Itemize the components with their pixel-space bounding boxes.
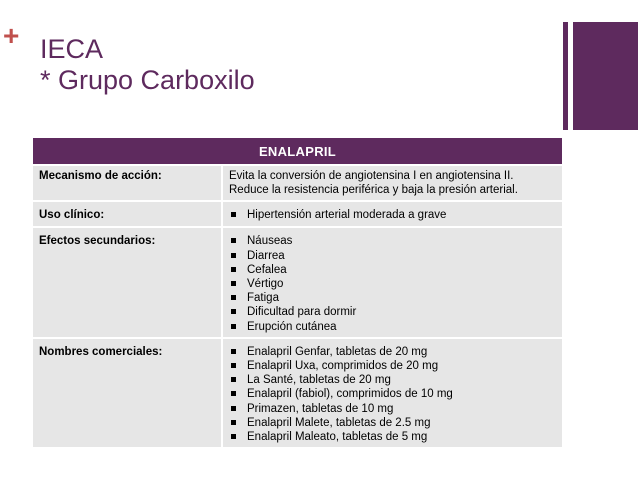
- list-item: Enalapril (fabiol), comprimidos de 10 mg: [229, 387, 556, 401]
- table-row-efectos: [33, 227, 562, 337]
- row-label: Nombres comerciales:: [33, 338, 222, 447]
- title-line-2: * Grupo Carboxilo: [40, 65, 255, 95]
- row-label: Uso clínico:: [33, 201, 222, 227]
- list-item: Enalapril Malete, tabletas de 2.5 mg: [229, 416, 556, 430]
- row-label: Mecanismo de acción:: [33, 165, 222, 201]
- table-row-nombres: [33, 338, 562, 447]
- list-item: Enalapril Uxa, comprimidos de 20 mg: [229, 359, 556, 373]
- list-item: Erupción cutánea: [229, 320, 556, 334]
- row-label: Efectos secundarios:: [33, 227, 222, 337]
- mechanism-line: Evita la conversión de angiotensina I en angiotensina II.: [229, 170, 514, 182]
- bullet-list: [229, 208, 556, 222]
- slide-title: [40, 34, 255, 96]
- table-header: ENALAPRIL: [33, 138, 562, 165]
- enalapril-table: [33, 138, 562, 447]
- list-item: Enalapril Maleato, tabletas de 5 mg: [229, 430, 556, 444]
- row-content: [222, 227, 562, 337]
- list-item: Hipertensión arterial moderada a grave: [229, 208, 556, 222]
- decorative-thin-bar: [563, 22, 568, 130]
- list-item: La Santé, tabletas de 20 mg: [229, 373, 556, 387]
- table-row-uso-clinico: [33, 201, 562, 227]
- list-item: Cefalea: [229, 263, 556, 277]
- mechanism-line: Reduce la resistencia periférica y baja la presión arterial.: [229, 184, 518, 197]
- title-line-1: IECA: [40, 34, 104, 64]
- table-row-mecanismo: [33, 165, 562, 201]
- decorative-thick-bar: [573, 22, 638, 130]
- list-item: Fatiga: [229, 291, 556, 305]
- bullet-list: [229, 345, 556, 444]
- list-item: Náuseas: [229, 234, 556, 248]
- row-content: [222, 165, 562, 201]
- row-content: [222, 338, 562, 447]
- plus-symbol: +: [3, 20, 20, 51]
- list-item: Enalapril Genfar, tabletas de 20 mg: [229, 345, 556, 359]
- table-header-row: [33, 138, 562, 165]
- list-item: Dificultad para dormir: [229, 305, 556, 319]
- list-item: Primazen, tabletas de 10 mg: [229, 402, 556, 416]
- list-item: Vértigo: [229, 277, 556, 291]
- list-item: Diarrea: [229, 249, 556, 263]
- row-content: [222, 201, 562, 227]
- bullet-list: [229, 234, 556, 333]
